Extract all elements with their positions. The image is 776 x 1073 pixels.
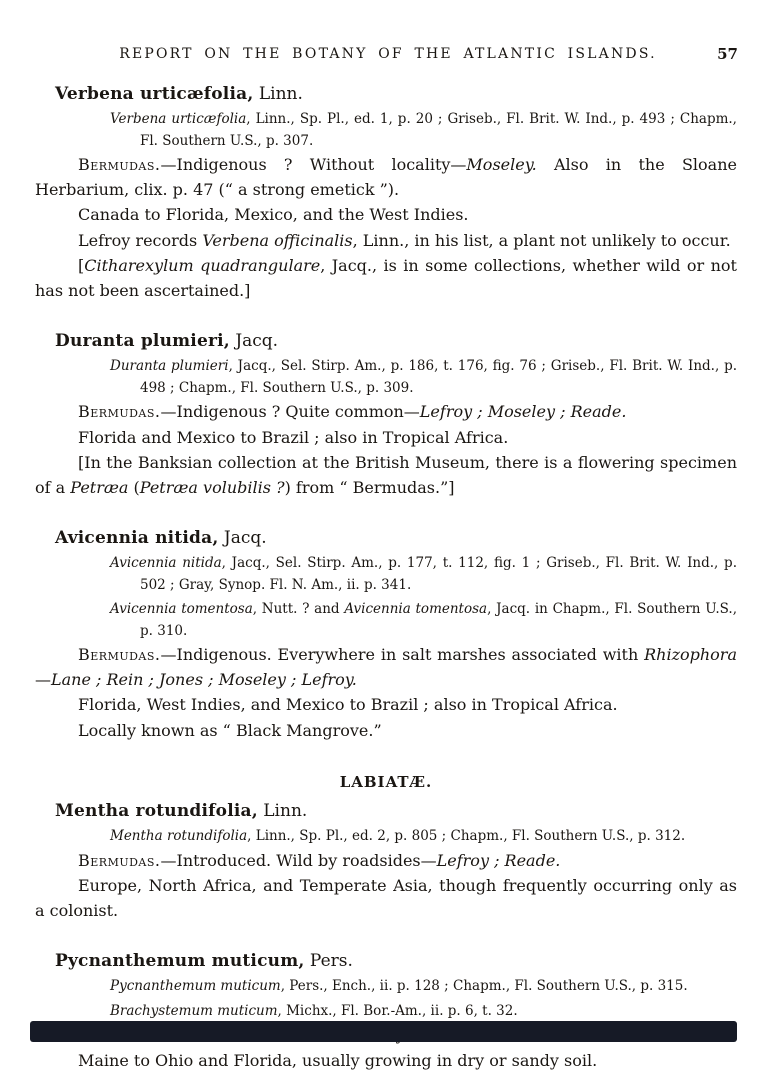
body-paragraph: Bermudas.—Indigenous ? Without locality—Moseley. Also in the Sloane Herbarium, clix. p. 47 (“ a strong emetick ”). [35,153,737,202]
body-paragraph: Locally known as “ Black Mangrove.” [35,719,737,744]
species-heading: Avicennia nitida, Jacq. [55,526,737,550]
running-header-title: REPORT ON THE BOTANY OF THE ATLANTIC ISLANDS. [60,46,716,62]
citation-line: Verbena urticæfolia, Linn., Sp. Pl., ed. 1, p. 20 ; Griseb., Fl. Brit. W. Ind., p. 493 ; Chapm., Fl. Southern U.S., p. 307. [35,109,737,152]
body-paragraph: Maine to Ohio and Florida, usually growing in dry or sandy soil. [35,1049,737,1073]
page-number: 57 [717,45,738,63]
citation-line: Duranta plumieri, Jacq., Sel. Stirp. Am., p. 186, t. 176, fig. 76 ; Griseb., Fl. Brit. W. Ind., p. 498 ; Chapm., Fl. Southern U.S., p. 309. [35,356,737,399]
citation-line: Avicennia nitida, Jacq., Sel. Stirp. Am., p. 177, t. 112, fig. 1 ; Griseb., Fl. Brit. W. Ind., p. 502 ; Gray, Synop. Fl. N. Am., ii. p. 341. [35,553,737,596]
body-paragraph: Bermudas.—Indigenous ? Quite common—Lefroy ; Moseley ; Reade. [35,400,737,425]
body-paragraph: [Citharexylum quadrangulare, Jacq., is in some collections, whether wild or not has not been ascertained.] [35,254,737,303]
scan-edge-artifact [30,1021,737,1042]
body-paragraph: Bermudas.—Indigenous. Everywhere in salt marshes associated with Rhizophora—Lane ; Rein ; Jones ; Moseley ; Lefroy. [35,643,737,692]
species-heading: Verbena urticæfolia, Linn. [55,82,737,106]
family-section-heading: LABIATÆ. [35,771,737,793]
species-heading: Pycnanthemum muticum, Pers. [55,949,737,973]
body-paragraph: [In the Banksian collection at the British Museum, there is a flowering specimen of a Petræa (Petræa volubilis ?) from “ Bermudas.”] [35,451,737,500]
body-paragraph: Canada to Florida, Mexico, and the West Indies. [35,203,737,228]
citation-line: Mentha rotundifolia, Linn., Sp. Pl., ed. 2, p. 805 ; Chapm., Fl. Southern U.S., p. 312. [35,826,737,848]
body-paragraph: Bermudas.—Introduced. Wild by roadsides—Lefroy ; Reade. [35,849,737,874]
species-heading: Mentha rotundifolia, Linn. [55,799,737,823]
page-content [35,78,737,1073]
citation-line: Pycnanthemum muticum, Pers., Ench., ii. p. 128 ; Chapm., Fl. Southern U.S., p. 315. [35,976,737,998]
citation-line: Brachystemum muticum, Michx., Fl. Bor.-Am., ii. p. 6, t. 32. [35,1001,737,1023]
body-paragraph: Florida and Mexico to Brazil ; also in Tropical Africa. [35,426,737,451]
citation-line: Avicennia tomentosa, Nutt. ? and Avicennia tomentosa, Jacq. in Chapm., Fl. Southern U.S., p. 310. [35,599,737,642]
body-paragraph: Europe, North Africa, and Temperate Asia, though frequently occurring only as a colonist. [35,874,737,923]
body-paragraph: Florida, West Indies, and Mexico to Brazil ; also in Tropical Africa. [35,693,737,718]
body-paragraph: Lefroy records Verbena officinalis, Linn., in his list, a plant not unlikely to occur. [35,229,737,254]
species-heading: Duranta plumieri, Jacq. [55,329,737,353]
